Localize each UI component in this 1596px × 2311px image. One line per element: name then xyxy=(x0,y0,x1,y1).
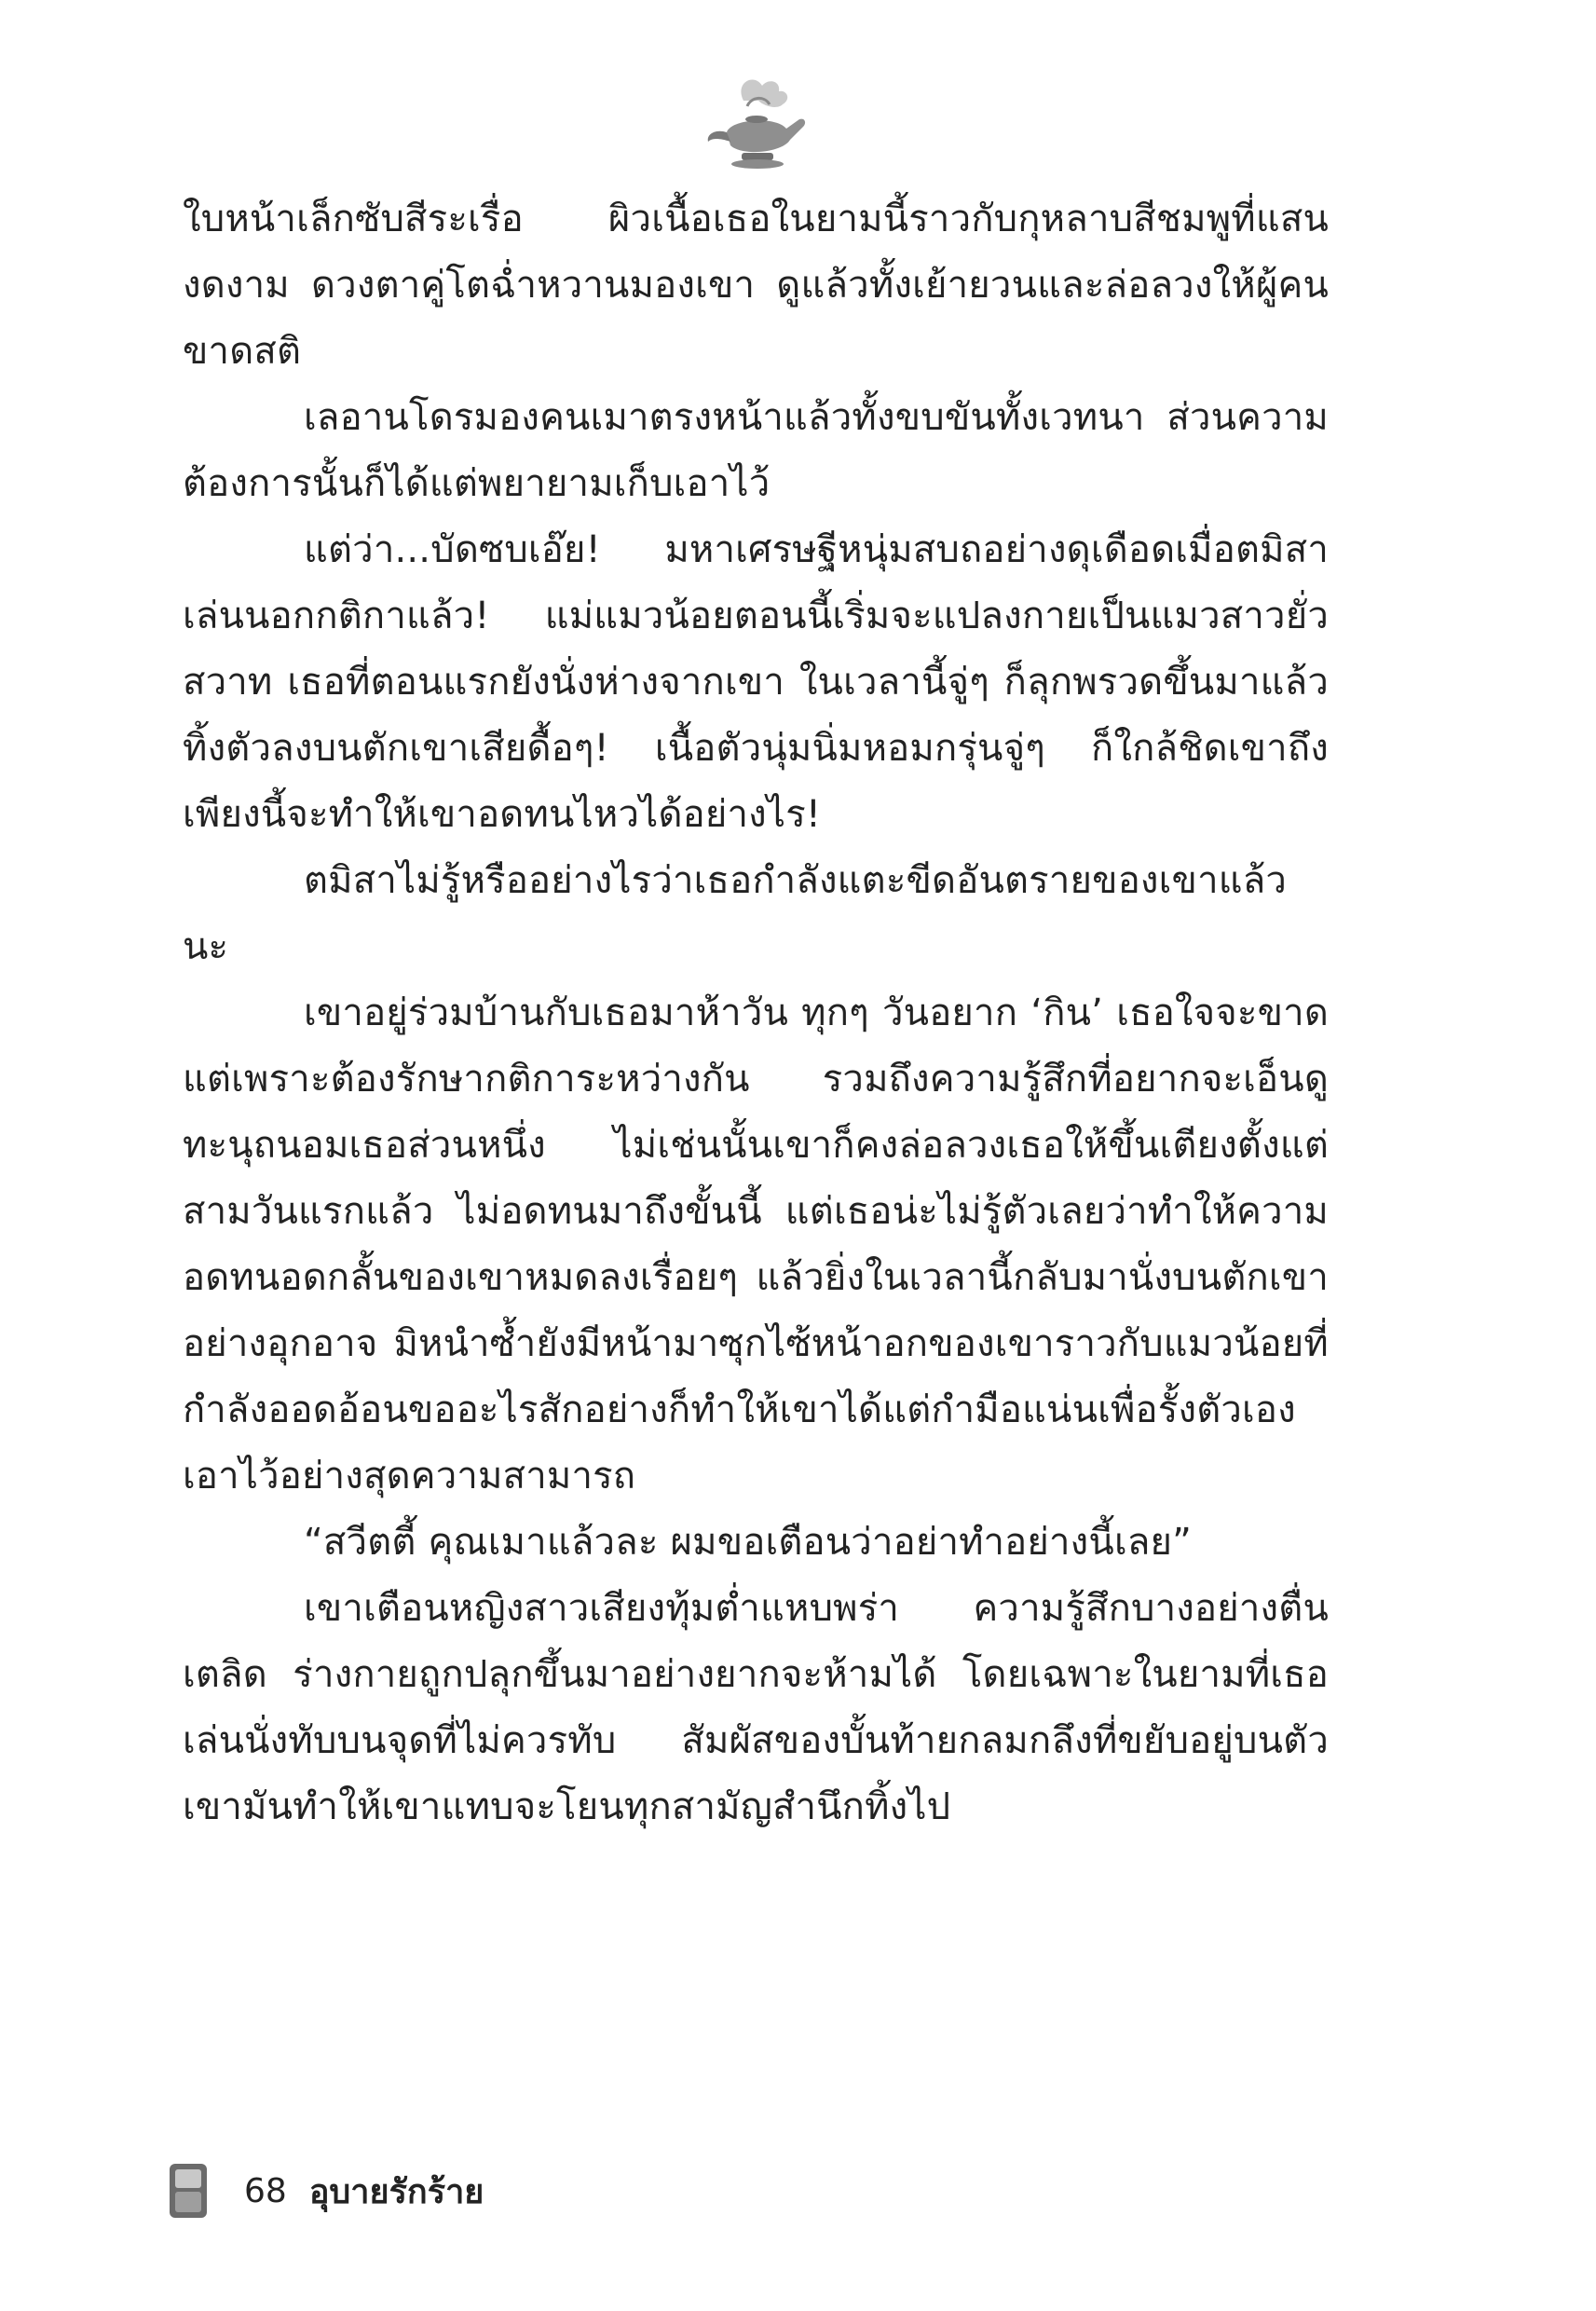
book-title: อุบายรักร้าย xyxy=(308,2172,484,2211)
paragraph-5: เขาอยู่ร่วมบ้านกับเธอมาห้าวัน ทุกๆ วันอยาก ‘กิน’ เธอใจจะขาด แต่เพราะต้องรักษากติการะหว่างกัน รวมถึงความรู้สึกที่อยากจะเอ็นดูทะนุถนอมเธอส่วนหนึ่ง ไม่เช่นนั้นเขาก็คงล่อลวงเธอให้ขึ้นเตียงตั้งแต่สามวันแรกแล้ว ไม่อดทนมาถึงขั้นนี้ แต่เธอน่ะไม่รู้ตัวเลยว่าทำให้ความอดทนอดกลั้นของเขาหมดลงเรื่อยๆ แล้วยิ่งในเวลานี้กลับมานั่งบนตักเขาอย่างอุกอาจ มิหนำซ้ำยังมีหน้ามาซุกไซ้หน้าอกของเขาราวกับแมวน้อยที่กำลังออดอ้อนขออะไรสักอย่างก็ทำให้เขาได้แต่กำมือแน่นเพื่อรั้งตัวเองเอาไว้อย่างสุดความสามารถ xyxy=(183,991,1329,1497)
body-text xyxy=(183,186,1329,1840)
genie-lamp-icon xyxy=(689,73,820,175)
paragraph-1: ใบหน้าเล็กซับสีระเรื่อ ผิวเนื้อเธอในยามนี้ราวกับกุหลาบสีชมพูที่แสนงดงาม ดวงตาคู่โตฉ่ำหวานมองเขา ดูแล้วทั้งเย้ายวนและล่อลวงให้ผู้คนขาดสติ xyxy=(183,198,1329,373)
paragraph-7: เขาเตือนหญิงสาวเสียงทุ้มต่ำแหบพร่า ความรู้สึกบางอย่างตื่นเตลิด ร่างกายถูกปลุกขึ้นมาอย่างยากจะห้ามได้ โดยเฉพาะในยามที่เธอเล่นนั่งทับบนจุดที่ไม่ควรทับ สัมผัสของบั้นท้ายกลมกลึงที่ขยับอยู่บนตัวเขามันทำให้เขาแทบจะโยนทุกสามัญสำนึกทิ้งไป xyxy=(183,1587,1329,1828)
book-tab-icon xyxy=(166,2162,211,2220)
paragraph-3: แต่ว่า...บัดซบเอ๊ย! มหาเศรษฐีหนุ่มสบถอย่างดุเดือดเมื่อตมิสาเล่นนอกกติกาแล้ว! แม่แมวน้อยตอนนี้เริ่มจะแปลงกายเป็นแมวสาวยั่วสวาท เธอที่ตอนแรกยังนั่งห่างจากเขา ในเวลานี้จู่ๆ ก็ลุกพรวดขึ้นมาแล้วทิ้งตัวลงบนตักเขาเสียดื้อๆ! เนื้อตัวนุ่มนิ่มหอมกรุ่นจู่ๆ ก็ใกล้ชิดเขาถึงเพียงนี้จะทำให้เขาอดทนไหวได้อย่างไร! xyxy=(183,528,1329,836)
paragraph-4: ตมิสาไม่รู้หรืออย่างไรว่าเธอกำลังแตะขีดอันตรายของเขาแล้วนะ xyxy=(183,859,1288,968)
page-footer xyxy=(166,2158,484,2223)
paragraph-2: เลอานโดรมองคนเมาตรงหน้าแล้วทั้งขบขันทั้งเวทนา ส่วนความต้องการนั้นก็ได้แต่พยายามเก็บเอาไว้ xyxy=(183,396,1329,505)
page-number: 68 xyxy=(244,2171,287,2210)
paragraph-6-dialogue: “สวีตตี้ คุณเมาแล้วละ ผมขอเตือนว่าอย่าทำอย่างนี้เลย” xyxy=(304,1521,1193,1564)
